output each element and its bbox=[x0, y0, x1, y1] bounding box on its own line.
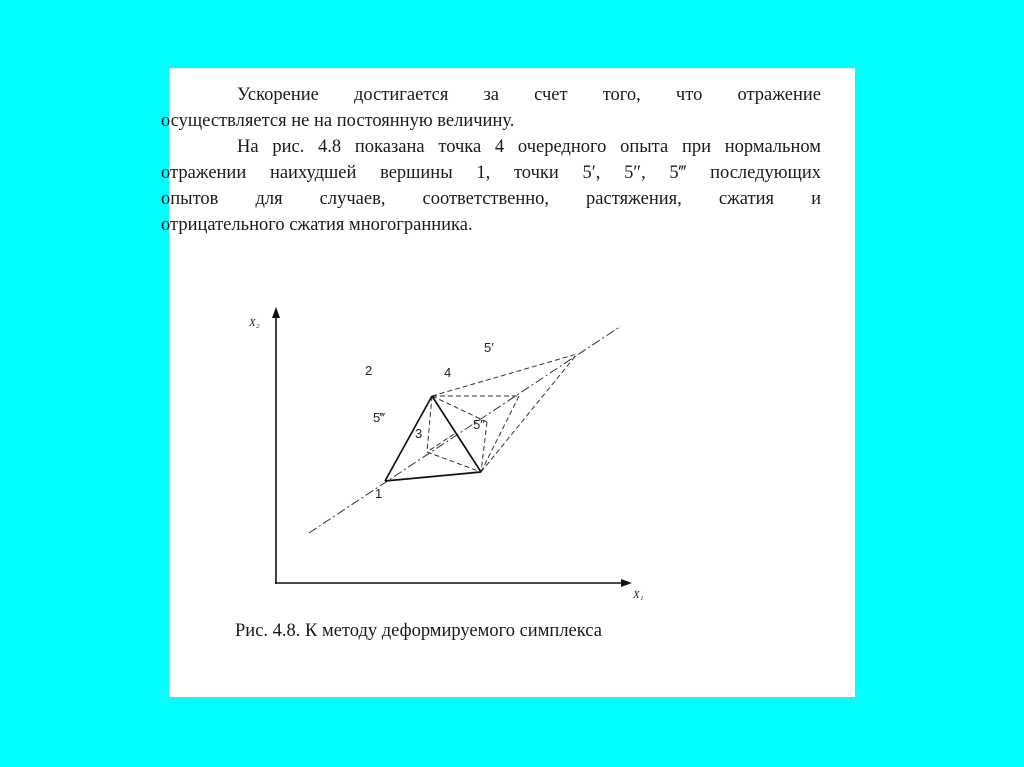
x-axis-label: X₁ bbox=[633, 589, 644, 601]
text-line: Ускорение достигается за счет того, что отражение bbox=[237, 85, 821, 105]
point-label-5-double-prime: 5″ bbox=[473, 417, 485, 432]
point-label-4: 4 bbox=[444, 365, 452, 380]
dashed-line bbox=[481, 354, 577, 472]
text-line: На рис. 4.8 показана точка 4 очередного опыта при нормальном bbox=[237, 137, 821, 157]
point-label-2: 2 bbox=[365, 363, 373, 378]
text-line: осуществляется не на постоянную величину. bbox=[161, 111, 515, 131]
dashed-line bbox=[427, 434, 454, 452]
y-axis-label: X₂ bbox=[249, 317, 260, 329]
text-line: опытов для случаев, соответственно, растяжения, сжатия и bbox=[161, 189, 821, 209]
dashed-line bbox=[432, 354, 577, 396]
simplex-diagram bbox=[249, 304, 679, 604]
paragraph-1 bbox=[161, 82, 821, 134]
point-label-5-triple-prime: 5‴ bbox=[373, 410, 385, 425]
point-label-5-prime: 5′ bbox=[484, 340, 494, 355]
dashed-line bbox=[427, 452, 481, 472]
paragraph-2 bbox=[161, 134, 821, 238]
simplex-edge bbox=[385, 396, 432, 481]
point-label-3: 3 bbox=[415, 426, 423, 441]
text-line: отражении наихудшей вершины 1, точки 5′, 5″, 5‴ последующих bbox=[161, 163, 821, 183]
simplex-triangle bbox=[385, 396, 481, 481]
simplex-figure bbox=[249, 304, 679, 604]
body-text bbox=[161, 82, 821, 238]
document-page bbox=[161, 68, 855, 697]
point-label-1: 1 bbox=[375, 486, 383, 501]
text-line: отрицательного сжатия многогранника. bbox=[161, 215, 473, 235]
dashed-line bbox=[481, 396, 519, 472]
figure-caption: Рис. 4.8. К методу деформируемого симплекса bbox=[235, 621, 602, 641]
x-axis-arrow-icon bbox=[621, 579, 632, 587]
y-axis-arrow-icon bbox=[272, 307, 280, 318]
